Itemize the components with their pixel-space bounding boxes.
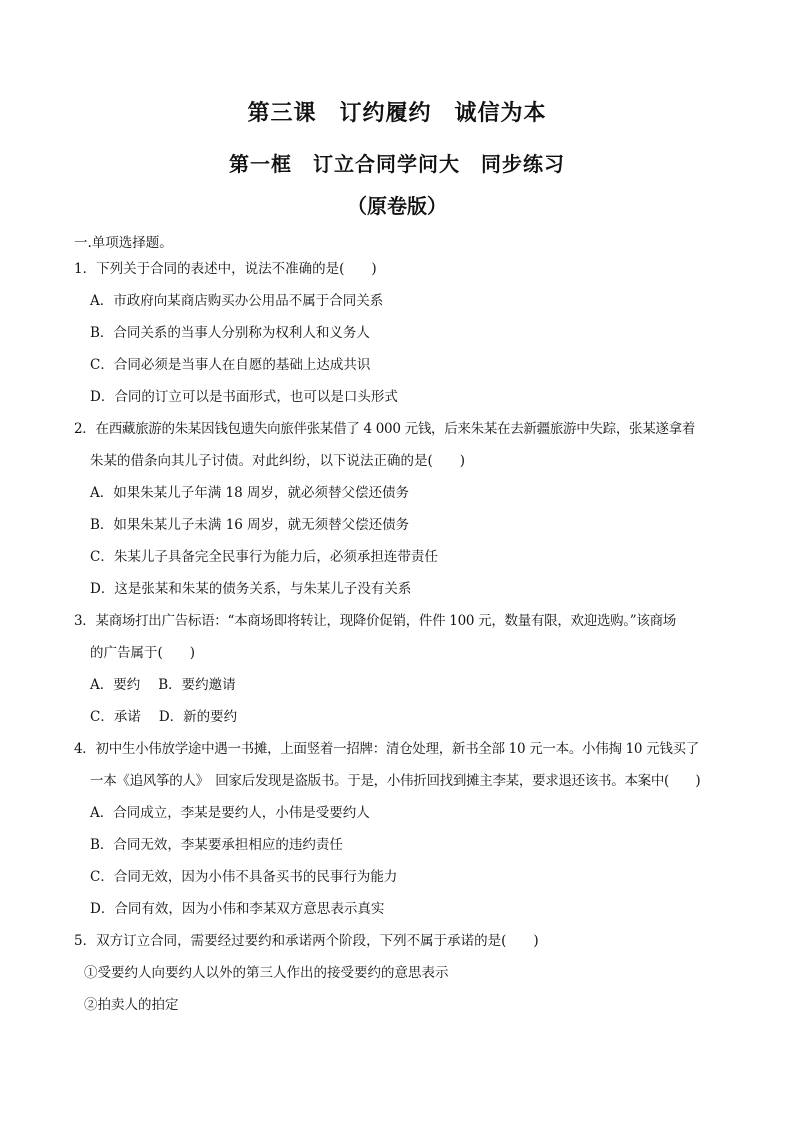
question-1-option-a: A．市政府向某商店购买办公用品不属于合同关系 bbox=[90, 293, 384, 309]
question-5-item-2: ②拍卖人的拍定 bbox=[84, 997, 179, 1013]
question-1-stem: 1．下列关于合同的表述中，说法不准确的是( ) bbox=[74, 261, 377, 277]
question-3-stem-cont: 的广告属于( ) bbox=[90, 645, 196, 661]
question-4-option-b: B．合同无效，李某要承担相应的违约责任 bbox=[90, 837, 343, 853]
question-2-option-d: D．这是张某和朱某的债务关系，与朱某儿子没有关系 bbox=[90, 581, 412, 597]
question-2-option-c: C．朱某儿子具备完全民事行为能力后，必须承担连带责任 bbox=[90, 549, 438, 565]
question-4-stem: 4．初中生小伟放学途中遇一书摊，上面竖着一招牌：清仓处理，新书全部 10 元一本。小伟掏 10 元钱买了 bbox=[74, 741, 700, 757]
question-2-stem: 2．在西藏旅游的朱某因钱包遗失向旅伴张某借了 4 000 元钱，后来朱某在去新疆旅游中失踪，张某遂拿着 bbox=[74, 421, 696, 437]
question-3-option-d: D．新的要约 bbox=[158, 709, 238, 725]
question-4-stem-cont: 一本《追风筝的人》 回家后发现是盗版书。于是，小伟折回找到摊主李某，要求退还该书。本案中( ) bbox=[90, 773, 701, 789]
question-list bbox=[74, 232, 734, 1026]
question-5-item-1: ①受要约人向要约人以外的第三人作出的接受要约的意思表示 bbox=[84, 965, 449, 981]
question-3-options-row-2 bbox=[74, 706, 734, 738]
question-4-option-d: D．合同有效，因为小伟和李某双方意思表示真实 bbox=[90, 901, 385, 917]
question-3-options-row-1 bbox=[74, 674, 734, 706]
question-2-option-a: A．如果朱某儿子年满 18 周岁，就必须替父偿还债务 bbox=[90, 485, 410, 501]
question-1-option-d: D．合同的订立可以是书面形式，也可以是口头形式 bbox=[90, 389, 398, 405]
question-4-option-c: C．合同无效，因为小伟不具备买书的民事行为能力 bbox=[90, 869, 398, 885]
lesson-subtitle: 第一框 订立合同学问大 同步练习 bbox=[229, 152, 565, 176]
question-3-option-a: A．要约 bbox=[90, 677, 141, 693]
question-2-option-b: B．如果朱某儿子未满 16 周岁，就无须替父偿还债务 bbox=[90, 517, 410, 533]
version-label: （原卷版） bbox=[347, 194, 447, 218]
question-3-stem: 3．某商场打出广告标语：“本商场即将转让，现降价促销，件件 100 元，数量有限，欢迎选购。”该商场 bbox=[74, 613, 676, 629]
question-3-option-c: C．承诺 bbox=[90, 709, 141, 725]
section-heading: 一.单项选择题。 bbox=[74, 235, 173, 251]
lesson-title: 第三课 订约履约 诚信为本 bbox=[247, 100, 547, 126]
question-1-option-b: B．合同关系的当事人分别称为权利人和义务人 bbox=[90, 325, 370, 341]
question-5-stem: 5．双方订立合同，需要经过要约和承诺两个阶段，下列不属于承诺的是( ) bbox=[74, 933, 539, 949]
question-3-option-b: B．要约邀请 bbox=[158, 677, 236, 693]
question-1-option-c: C．合同必须是当事人在自愿的基础上达成共识 bbox=[90, 357, 371, 373]
question-2-stem-cont: 朱某的借条向其儿子讨债。对此纠纷，以下说法正确的是( ) bbox=[90, 453, 466, 469]
question-4-option-a: A．合同成立，李某是要约人，小伟是受要约人 bbox=[90, 805, 370, 821]
